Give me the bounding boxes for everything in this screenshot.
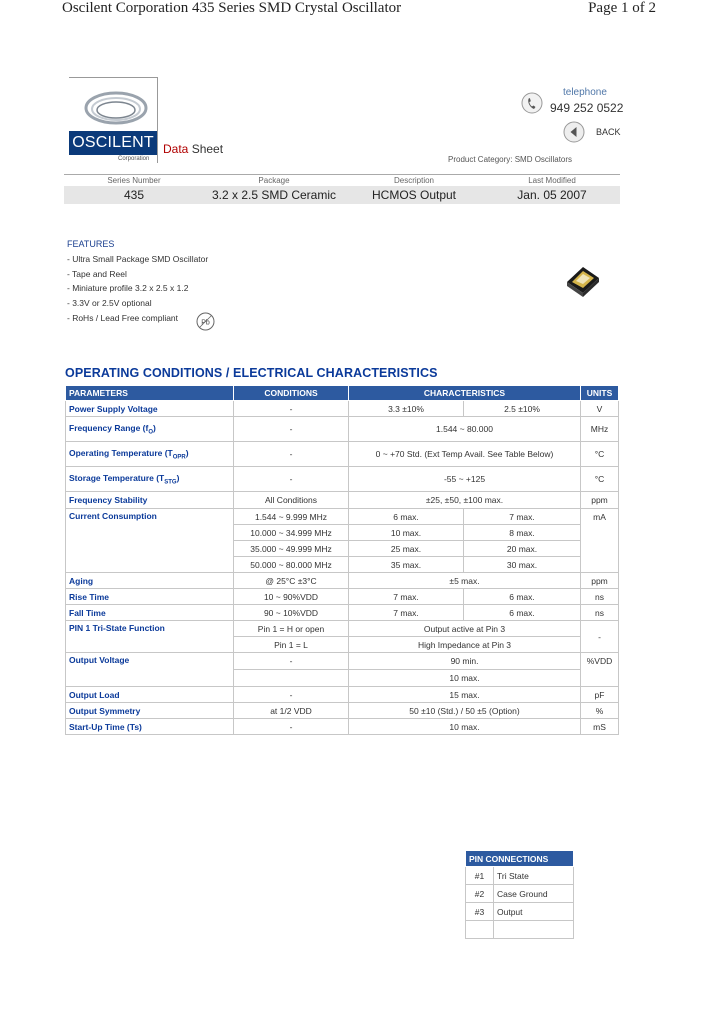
table-row bbox=[466, 903, 574, 921]
value-cell: 7 max. bbox=[349, 605, 464, 621]
value-cell: 7 max. bbox=[464, 509, 581, 525]
unit-cell: ns bbox=[581, 589, 619, 605]
param-operating-temp bbox=[66, 442, 234, 467]
table-row bbox=[66, 621, 619, 637]
label-text: Frequency Range (f bbox=[69, 422, 149, 433]
value-cell: ±5 max. bbox=[349, 573, 581, 589]
cond-cell: - bbox=[234, 417, 349, 442]
product-category: Product Category: SMD Oscillators bbox=[448, 155, 573, 164]
summary-header-description: Description bbox=[344, 175, 484, 187]
unit-cell: mA bbox=[581, 509, 619, 573]
value-cell: -55 ~ +125 bbox=[349, 467, 581, 492]
table-row bbox=[66, 509, 619, 525]
table-row bbox=[66, 719, 619, 735]
param-fall-time: Fall Time bbox=[66, 605, 234, 621]
summary-header-row bbox=[64, 175, 620, 187]
spec-header-row bbox=[66, 386, 619, 401]
param-rise-time: Rise Time bbox=[66, 589, 234, 605]
oscillator-chip-image bbox=[564, 263, 602, 301]
cond-cell: - bbox=[234, 719, 349, 735]
feature-item: - 3.3V or 2.5V optional bbox=[67, 298, 152, 309]
pin-number: #3 bbox=[466, 903, 494, 921]
pin-number: #2 bbox=[466, 885, 494, 903]
param-current-consumption: Current Consumption bbox=[66, 509, 234, 573]
pins-title: PIN CONNECTIONS bbox=[466, 851, 574, 867]
cond-cell: 90 ~ 10%VDD bbox=[234, 605, 349, 621]
rohs-badge-text: Pb bbox=[201, 319, 210, 327]
header-units: UNITS bbox=[581, 386, 619, 401]
summary-header-series: Series Number bbox=[64, 175, 204, 187]
summary-header-package: Package bbox=[204, 175, 344, 187]
spec-table bbox=[65, 385, 619, 735]
param-output-voltage: Output Voltage bbox=[66, 653, 234, 687]
cond-cell: at 1/2 VDD bbox=[234, 703, 349, 719]
param-power-supply: Power Supply Voltage bbox=[66, 401, 234, 417]
cond-cell: @ 25°C ±3°C bbox=[234, 573, 349, 589]
unit-cell: - bbox=[581, 621, 619, 653]
cond-cell: Pin 1 = L bbox=[234, 637, 349, 653]
data-word: Data bbox=[163, 142, 189, 156]
cond-cell: 50.000 ~ 80.000 MHz bbox=[234, 557, 349, 573]
document-title: Oscilent Corporation 435 Series SMD Crystal Oscillator bbox=[62, 0, 402, 16]
telephone-label: telephone bbox=[563, 87, 607, 98]
value-cell: 1.544 ~ 80.000 bbox=[349, 417, 581, 442]
value-cell: 10 max. bbox=[349, 525, 464, 541]
unit-cell: %VDD bbox=[581, 653, 619, 687]
header-conditions: CONDITIONS bbox=[234, 386, 349, 401]
feature-item: - RoHs / Lead Free compliant bbox=[67, 312, 179, 323]
value-cell: 6 max. bbox=[464, 605, 581, 621]
table-row bbox=[66, 401, 619, 417]
section-title: OPERATING CONDITIONS / ELECTRICAL CHARACTERISTICS bbox=[65, 366, 438, 380]
pin-function: Output bbox=[494, 903, 574, 921]
table-row bbox=[66, 687, 619, 703]
table-row bbox=[66, 417, 619, 442]
param-tristate: PIN 1 Tri-State Function bbox=[66, 621, 234, 653]
param-startup-time: Start-Up Time (Ts) bbox=[66, 719, 234, 735]
pins-header-row bbox=[466, 851, 574, 867]
value-cell: 25 max. bbox=[349, 541, 464, 557]
value-cell: 15 max. bbox=[349, 687, 581, 703]
cond-cell: 10 ~ 90%VDD bbox=[234, 589, 349, 605]
data-sheet-label bbox=[163, 142, 223, 156]
unit-cell: V bbox=[581, 401, 619, 417]
cond-cell: 10.000 ~ 34.999 MHz bbox=[234, 525, 349, 541]
table-row bbox=[66, 605, 619, 621]
param-frequency-stability: Frequency Stability bbox=[66, 492, 234, 509]
pin-function bbox=[494, 921, 574, 939]
cond-cell: 1.544 ~ 9.999 MHz bbox=[234, 509, 349, 525]
value-cell: 6 max. bbox=[464, 589, 581, 605]
back-arrow-icon[interactable] bbox=[563, 121, 585, 143]
label-sub: STG bbox=[164, 479, 177, 486]
unit-cell: ppm bbox=[581, 573, 619, 589]
sheet-word: Sheet bbox=[191, 142, 224, 156]
table-row bbox=[466, 921, 574, 939]
cond-cell: 35.000 ~ 49.999 MHz bbox=[234, 541, 349, 557]
summary-modified: Jan. 05 2007 bbox=[484, 186, 620, 204]
pin-function: Tri State bbox=[494, 867, 574, 885]
value-cell: 10 max. bbox=[349, 719, 581, 735]
unit-cell: °C bbox=[581, 442, 619, 467]
value-cell: 90 min. bbox=[349, 653, 581, 670]
header-parameters: PARAMETERS bbox=[66, 386, 234, 401]
table-row bbox=[66, 589, 619, 605]
features-list bbox=[67, 254, 208, 327]
summary-series: 435 bbox=[64, 186, 204, 204]
cond-cell: - bbox=[234, 653, 349, 670]
summary-value-row bbox=[64, 186, 620, 204]
value-cell: 8 max. bbox=[464, 525, 581, 541]
feature-item: - Tape and Reel bbox=[67, 268, 127, 279]
param-storage-temp bbox=[66, 467, 234, 492]
unit-cell: ns bbox=[581, 605, 619, 621]
label-end: ) bbox=[153, 422, 156, 433]
page-number: Page 1 of 2 bbox=[588, 0, 656, 16]
back-link[interactable]: BACK bbox=[596, 127, 621, 137]
cond-cell: Pin 1 = H or open bbox=[234, 621, 349, 637]
unit-cell: MHz bbox=[581, 417, 619, 442]
param-output-load: Output Load bbox=[66, 687, 234, 703]
header-characteristics: CHARACTERISTICS bbox=[349, 386, 581, 401]
label-sub: OPR bbox=[172, 454, 186, 461]
features-title: FEATURES bbox=[67, 239, 115, 249]
value-cell: ±25, ±50, ±100 max. bbox=[349, 492, 581, 509]
summary-package: 3.2 x 2.5 SMD Ceramic bbox=[204, 186, 344, 204]
unit-cell: % bbox=[581, 703, 619, 719]
table-row bbox=[66, 703, 619, 719]
logo-rings-icon bbox=[80, 88, 152, 130]
value-cell: 30 max. bbox=[464, 557, 581, 573]
cond-cell: - bbox=[234, 401, 349, 417]
cond-cell: - bbox=[234, 687, 349, 703]
telephone-number[interactable]: 949 252 0522 bbox=[550, 101, 624, 115]
param-output-symmetry: Output Symmetry bbox=[66, 703, 234, 719]
unit-cell: ppm bbox=[581, 492, 619, 509]
value-cell: 3.3 ±10% bbox=[349, 401, 464, 417]
value-cell: 0 ~ +70 Std. (Ext Temp Avail. See Table Below) bbox=[349, 442, 581, 467]
summary-table bbox=[64, 174, 620, 204]
table-row bbox=[66, 467, 619, 492]
value-cell: Output active at Pin 3 bbox=[349, 621, 581, 637]
unit-cell: mS bbox=[581, 719, 619, 735]
cond-cell: - bbox=[234, 442, 349, 467]
value-cell: 20 max. bbox=[464, 541, 581, 557]
table-row bbox=[66, 573, 619, 589]
table-row bbox=[466, 885, 574, 903]
pin-function: Case Ground bbox=[494, 885, 574, 903]
summary-header-modified: Last Modified bbox=[484, 175, 620, 187]
label-text: Storage Temperature (T bbox=[69, 472, 165, 483]
logo-subtitle: Corporation bbox=[118, 156, 150, 162]
value-cell: 6 max. bbox=[349, 509, 464, 525]
feature-item: - Ultra Small Package SMD Oscillator bbox=[67, 254, 209, 264]
label-end: ) bbox=[185, 447, 189, 458]
value-cell: 2.5 ±10% bbox=[464, 401, 581, 417]
param-aging: Aging bbox=[66, 573, 234, 589]
unit-cell: °C bbox=[581, 467, 619, 492]
pin-number bbox=[466, 921, 494, 939]
summary-description: HCMOS Output bbox=[344, 186, 484, 204]
cond-cell: All Conditions bbox=[234, 492, 349, 509]
logo-wordmark: OSCILENT bbox=[69, 131, 157, 155]
table-row bbox=[466, 867, 574, 885]
table-row bbox=[66, 653, 619, 670]
rohs-badge-icon bbox=[196, 312, 215, 331]
label-end: ) bbox=[176, 472, 180, 483]
value-cell: 50 ±10 (Std.) / 50 ±5 (Option) bbox=[349, 703, 581, 719]
table-row bbox=[66, 442, 619, 467]
unit-cell: pF bbox=[581, 687, 619, 703]
value-cell: 10 max. bbox=[349, 670, 581, 687]
value-cell: 7 max. bbox=[349, 589, 464, 605]
pin-connections-table bbox=[465, 850, 574, 939]
label-sub: O bbox=[148, 429, 154, 436]
value-cell: High Impedance at Pin 3 bbox=[349, 637, 581, 653]
feature-item: - Miniature profile 3.2 x 2.5 x 1.2 bbox=[67, 283, 189, 294]
cond-cell: - bbox=[234, 467, 349, 492]
telephone-icon[interactable] bbox=[521, 92, 543, 114]
table-row bbox=[66, 492, 619, 509]
pin-number: #1 bbox=[466, 867, 494, 885]
label-text: Operating Temperature (T bbox=[69, 447, 173, 458]
value-cell: 35 max. bbox=[349, 557, 464, 573]
cond-cell bbox=[234, 670, 349, 687]
param-frequency-range bbox=[66, 417, 234, 442]
